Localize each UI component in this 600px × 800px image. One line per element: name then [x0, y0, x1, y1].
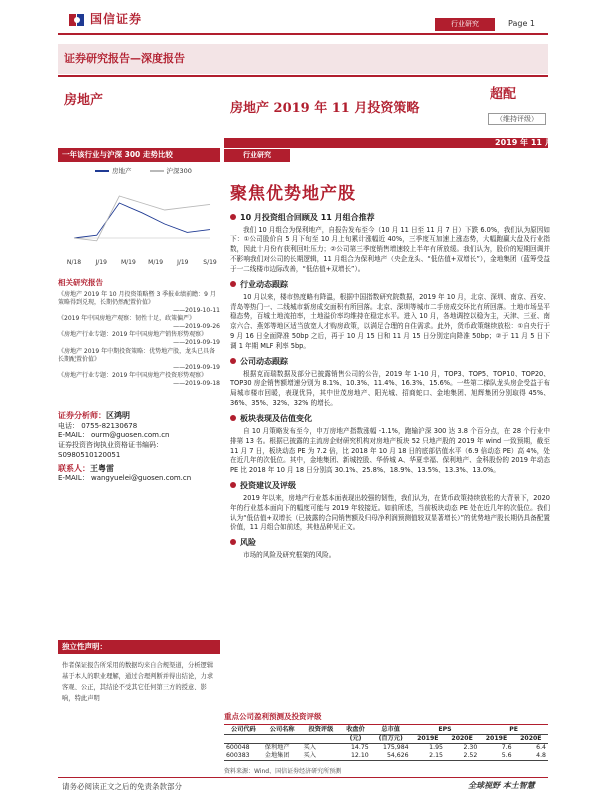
x-tick-label: J/19	[95, 259, 107, 266]
section-body: 2019 年以来，房地产行业基本面表现出较强的韧性，我们认为，在货币政策持续放松的大背景下，2020 年的行业基本面向下的幅度可能与 2019 年较接近。如前所述，当前板块动态 PE 处在近几年的次低位。我们认为“低估值+双增长（已披露的合同销售额及归母净利润预测值较双显著增长）”的优势地产股长期仍具备配置价值，11 月组合如前述，其他品种见正文。	[230, 493, 550, 532]
section-heading: 10 月投资组合回顾及 11 月组合推荐	[230, 212, 550, 224]
section-heading: 公司动态跟踪	[230, 356, 550, 368]
x-tick-label: J/19	[177, 259, 189, 266]
x-tick-label: S/19	[203, 259, 217, 266]
report-title: 房地产 2019 年 11 月投资策略	[230, 101, 420, 116]
section-heading: 行业动态跟踪	[230, 279, 550, 291]
brand-name: 国信证券	[90, 12, 143, 27]
related-item-date: ——2019-09-19	[173, 363, 220, 371]
related-research	[58, 278, 220, 388]
related-item: 《2019 年中国房地产观察：韧性十足，政策偏严》	[58, 315, 196, 323]
series-line-1	[74, 196, 210, 241]
related-item: 《房地产 2019 年 10 月投资策略暨 3 季报业绩前瞻：9 月策略得到兑现，长期仍然配置价值》	[58, 290, 216, 306]
col-rating: 投资评级	[302, 726, 341, 734]
x-tick-label: N/18	[66, 259, 82, 266]
forecast-table	[224, 726, 548, 761]
summary-section	[230, 537, 550, 560]
section-body: 自 10 月策略发布至今，申万房地产指数涨幅 -1.1%，跑输沪深 300 达 3.8 个百分点，在 28 个行业中排第 13 名。根据已披露的主流房企财研究机构对房地产板块 52 只地产股的 2019 年 wind 一致预期，截至 11 月 7 日，板块动态 PE 为 7.2 倍，比 2018 年 10 月 18 日的底部估值水平（6.9 倍动态 PE）高 4%，处在近几年的次低位。其中，金地集团、新城控股、华侨城 A、华夏幸福、保利地产、金科股份的 2019 年动态 PE 比 2018 年 10 月 18 日分别高 30.1%、25.8%、18.9%、13.5%、13.3%、13.0%。	[230, 426, 550, 475]
analyst-name: 区鸿明	[106, 411, 130, 420]
col-eps: EPS	[411, 726, 480, 734]
bullet-icon	[230, 415, 236, 421]
forecast-title: 重点公司盈利预测及投资评级	[224, 712, 548, 725]
related-item-date: ——2019-10-11	[173, 307, 220, 315]
x-tick-label: M/19	[120, 259, 136, 266]
summary-section	[230, 480, 550, 533]
related-item: 《房地产 2019 年中期投资策略：优势地产股，龙头已具备长期配置价值》	[58, 347, 216, 363]
contact-label: 联系人：	[58, 463, 90, 473]
legend-item-0: 房地产	[95, 167, 132, 176]
analyst-line: 电话： 0755-82130678	[58, 421, 138, 430]
analyst-line: E-MAIL： ourm@guosen.com.cn	[58, 431, 170, 440]
bullet-icon	[230, 539, 236, 545]
page-number: Page 1	[508, 19, 535, 28]
sector-label: 房地产	[64, 93, 104, 108]
section-body: 我们 10 月组合为保利地产，自报告发布至今（10 月 11 日至 11 月 7 日）下跌 6.0%，我们认为原因如下：①公司股价自 5 月下旬至 10 月上旬累计涨幅近 40%，三季度互加速上涨态势，大幅跑赢大盘及行业指数，因此十月份有获利回吐压力；②公司第三季度销售增速较上半年有所放缓。我们认为，股价的短期回调并不影响我们对公司的长期逻辑，11 月组合为保利地产（央企龙头、“低估值+双增长”），金地集团（蓝筹受益于一二线楼市边际改善，“低估值+双增长”）。	[230, 225, 550, 274]
independence-text: 作者保证报告所采用的数据均来自合规渠道，分析逻辑基于本人的职业理解，通过合理判断并得出结论，力求客观、公正，其结论不受其它任何第三方的授意、影响，特此声明	[62, 662, 214, 703]
related-item: 《房地产行业专题：2019 年中国房地产销售形势观察》	[58, 331, 208, 339]
slogan: 全球视野 本土智慧	[468, 781, 535, 790]
disclaimer-note: 请务必阅读正文之后的免责条款部分	[62, 782, 182, 791]
x-tick-label: M/19	[148, 259, 164, 266]
guosen-logo-icon	[68, 10, 86, 30]
rating: 超配	[490, 87, 517, 102]
bullet-icon	[230, 358, 236, 364]
section-body: 根据克而瑞数据及部分已披露销售公司的公告，2019 年 1-10 月，TOP3、TOP5、TOP10、TOP20、TOP30 房企销售额增速分别为 8.1%、10.3%、11.4%、16.3%、15.6%。一些第二梯队龙头房企受益于布局城市楼市回暖，表现优异，其中世茂房地产、阳光城、招商蛇口、金地集团、旭辉集团分别取得 45%、36%、35%、32%、32% 的增长。	[230, 369, 550, 408]
table-row: 600048 保利地产 买入 14.75 175,984 1.95 2.30 7.6 6.4	[226, 743, 546, 751]
band-rule	[58, 75, 548, 77]
summary-section	[230, 356, 550, 409]
col-pe: PE	[479, 726, 548, 734]
summary-sections	[230, 212, 550, 565]
header-tag: 行业研究	[435, 18, 495, 31]
contact-line: E-MAIL： wangyuelei@guosen.com.cn	[58, 474, 192, 483]
table-row: 600383 金地集团 买入 12.10 54,626 2.15 2.52 5.6 4.8	[226, 751, 546, 759]
related-item-date: ——2019-09-18	[173, 379, 220, 387]
report-date: 2019 年 11 月 08 日	[495, 138, 578, 147]
contact-name: 王粤雷	[90, 463, 114, 473]
section-heading: 投资建议及评级	[230, 480, 550, 492]
related-item-date: ——2019-09-26	[173, 323, 220, 331]
section-body: 市场的风险及研究框架的风险。	[243, 550, 336, 559]
series-line-0	[74, 203, 210, 238]
section-heading: 风险	[230, 537, 550, 549]
section-body: 10 月以来，楼市热度略有降温，根据中国指数研究院数据，2019 年 10 月，北京、深圳、南京、西安、青岛等热门一、二线城市新房成交面积有所回落。北京、深圳等城市二手房成交环比有所回落。土地市场呈平稳态势，百城土地流拍率，土地溢价率均维持在稳定水平。进入 10 月，各地调控以稳为主，天津、三亚、南京六合、燕郊等地区适当放宽人才购房政策，以满足合理的自住需求。此外，货币政策继续放松：①自央行于 9 月 16 日全面降准 50bp 之后，再于 10 月 15 日和 11 月 15 日分别定向降准 50bp；②于 11 月 5 日下调 1 年期 MLF 利率 5bp。	[230, 292, 550, 351]
report-type: 证券研究报告—深度报告	[64, 52, 185, 65]
rating-note: （维持评级）	[488, 113, 546, 125]
footer-rule	[58, 777, 548, 778]
summary-section	[230, 279, 550, 352]
related-item-date: ——2019-09-19	[173, 339, 220, 347]
trend-chart	[58, 164, 220, 272]
related-title: 相关研究报告	[58, 278, 103, 287]
col-close: 收盘价	[340, 726, 370, 734]
brand-logo	[68, 10, 142, 30]
table-source: 资料来源：Wind、国信证券经济研究所预测	[224, 768, 342, 775]
section-heading: 板块表现及估值变化	[230, 413, 550, 425]
chart-title: 一年该行业与沪深 300 走势比较	[58, 148, 220, 162]
bullet-icon	[230, 281, 236, 287]
forecast-header-row	[224, 726, 548, 734]
bullet-icon	[230, 214, 236, 220]
related-item: 《房地产行业专题：2019 年中国房地产投资形势观察》	[58, 371, 208, 379]
category-tag: 行业研究	[224, 149, 290, 162]
analyst-line: 证券投资咨询执业资格证书编码：S0980510120051	[58, 441, 163, 459]
related-list	[58, 291, 220, 388]
analyst-contact	[58, 422, 220, 461]
col-mktcap: 总市值	[371, 726, 411, 734]
legend-item-1: 沪深300	[150, 167, 192, 176]
analyst-block	[58, 410, 220, 484]
bullet-icon	[230, 482, 236, 488]
summary-section	[230, 212, 550, 275]
independence-title: 独立性声明：	[58, 640, 220, 654]
contact-info	[58, 474, 220, 484]
col-name: 公司名称	[263, 726, 302, 734]
forecast-subheader-row: (元) (百万元) 2019E 2020E 2019E 2020E	[224, 734, 548, 743]
header-rule	[58, 33, 548, 35]
summary-section	[230, 413, 550, 476]
col-code: 公司代码	[224, 726, 263, 734]
analyst-label: 证券分析师：	[58, 411, 106, 420]
headline: 聚焦优势地产股	[230, 184, 356, 204]
